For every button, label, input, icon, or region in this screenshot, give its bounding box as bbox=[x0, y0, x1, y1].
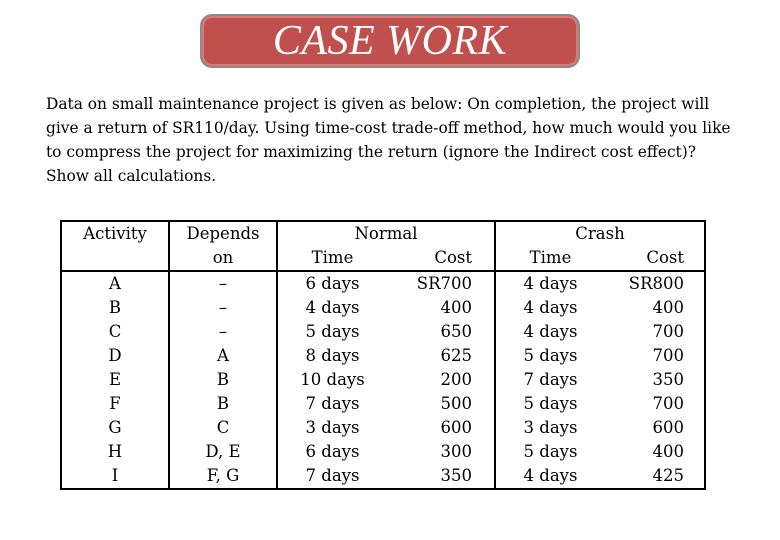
depends-cell: – bbox=[169, 296, 277, 320]
crash-cost-cell: 400 bbox=[605, 296, 705, 320]
activity-cell: B bbox=[61, 296, 169, 320]
crash-time-cell: 4 days bbox=[523, 322, 578, 341]
header-crash-time: Time bbox=[495, 246, 605, 271]
header-depends-line2: on bbox=[169, 246, 277, 271]
crash-cost-cell: SR800 bbox=[605, 271, 705, 296]
depends-cell: B bbox=[169, 368, 277, 392]
crash-time-cell: 7 days bbox=[523, 370, 578, 389]
table-row bbox=[61, 392, 705, 416]
normal-time-cell: 7 days bbox=[305, 394, 360, 413]
normal-cost-cell: 400 bbox=[387, 296, 495, 320]
table-row bbox=[61, 271, 705, 296]
normal-cost-cell: 650 bbox=[387, 320, 495, 344]
header-normal-time: Time bbox=[277, 246, 387, 271]
depends-cell: B bbox=[169, 392, 277, 416]
crash-time-cell: 4 days bbox=[495, 464, 605, 489]
normal-cost-cell: 200 bbox=[387, 368, 495, 392]
normal-cost-cell: 300 bbox=[387, 440, 495, 464]
normal-cost-cell: 625 bbox=[387, 344, 495, 368]
crash-time-cell: 5 days bbox=[523, 442, 578, 461]
depends-cell: F, G bbox=[169, 464, 277, 489]
normal-cost-cell: SR700 bbox=[387, 271, 495, 296]
depends-cell: A bbox=[169, 344, 277, 368]
activity-cell: H bbox=[61, 440, 169, 464]
header-row-1 bbox=[61, 221, 705, 246]
activity-cell: C bbox=[61, 320, 169, 344]
normal-time-cell: 4 days bbox=[305, 298, 360, 317]
normal-time-cell: 7 days bbox=[277, 464, 387, 489]
title-banner bbox=[200, 14, 580, 68]
normal-time-cell: 6 days bbox=[305, 442, 360, 461]
activity-cell: F bbox=[61, 392, 169, 416]
activity-cell: A bbox=[61, 271, 169, 296]
header-row-2 bbox=[61, 246, 705, 271]
crash-time-cell: 4 days bbox=[523, 298, 578, 317]
crash-time-cell: 5 days bbox=[523, 394, 578, 413]
depends-cell: – bbox=[169, 320, 277, 344]
crash-cost-cell: 700 bbox=[605, 392, 705, 416]
normal-cost-cell: 600 bbox=[387, 416, 495, 440]
table-row bbox=[61, 368, 705, 392]
header-activity-blank bbox=[61, 246, 169, 271]
normal-time-cell: 10 days bbox=[300, 370, 365, 389]
table-row bbox=[61, 464, 705, 489]
activity-cell: D bbox=[61, 344, 169, 368]
header-activity: Activity bbox=[61, 221, 169, 246]
crash-cost-cell: 700 bbox=[605, 320, 705, 344]
depends-cell: C bbox=[169, 416, 277, 440]
normal-time-cell: 3 days bbox=[305, 418, 360, 437]
crash-cost-cell: 600 bbox=[605, 416, 705, 440]
normal-time-cell: 6 days bbox=[305, 274, 360, 293]
crash-cost-cell: 350 bbox=[605, 368, 705, 392]
crash-cost-cell: 425 bbox=[605, 464, 705, 489]
page-title: CASE WORK bbox=[272, 18, 508, 64]
problem-statement: Data on small maintenance project is given as below: On completion, the project will give a return of SR110/day. Using time-cost trade-off method, how much would you like to compress the project for maximizing the return (ignore the Indirect cost effect)? Show all calculations. bbox=[46, 95, 731, 185]
table-row bbox=[61, 344, 705, 368]
table-row bbox=[61, 416, 705, 440]
crash-cost-cell: 400 bbox=[605, 440, 705, 464]
header-normal: Normal bbox=[277, 221, 495, 246]
project-data-table bbox=[60, 220, 706, 490]
table-row bbox=[61, 440, 705, 464]
header-crash-cost: Cost bbox=[605, 246, 705, 271]
normal-time-cell: 5 days bbox=[305, 322, 360, 341]
crash-time-cell: 4 days bbox=[523, 274, 578, 293]
activity-cell: I bbox=[61, 464, 169, 489]
header-normal-cost: Cost bbox=[387, 246, 495, 271]
crash-time-cell: 3 days bbox=[523, 418, 578, 437]
header-crash: Crash bbox=[495, 221, 705, 246]
crash-time-cell: 5 days bbox=[523, 346, 578, 365]
table-row bbox=[61, 296, 705, 320]
crash-cost-cell: 700 bbox=[605, 344, 705, 368]
header-depends-line1: Depends bbox=[169, 221, 277, 246]
normal-time-cell: 8 days bbox=[305, 346, 360, 365]
table-row bbox=[61, 320, 705, 344]
normal-cost-cell: 350 bbox=[387, 464, 495, 489]
depends-cell: D, E bbox=[169, 440, 277, 464]
activity-cell: G bbox=[61, 416, 169, 440]
depends-cell: – bbox=[169, 271, 277, 296]
normal-cost-cell: 500 bbox=[387, 392, 495, 416]
activity-cell: E bbox=[61, 368, 169, 392]
